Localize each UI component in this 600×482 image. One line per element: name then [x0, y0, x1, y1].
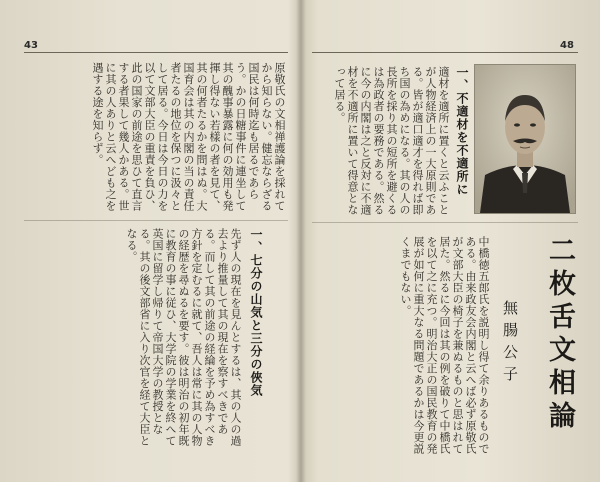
gutter — [296, 0, 306, 482]
portrait-photo — [475, 65, 575, 213]
header-rule-left — [24, 52, 288, 53]
left-section-heading: 一、七分の山気と三分の俠気 — [249, 228, 263, 397]
header-rule-right — [312, 52, 578, 53]
column-divider-left — [24, 220, 288, 221]
page-number-left: 43 — [24, 40, 38, 51]
left-bottom-text: 先ず人の現在を見んとするは、其の人の過去より推量して其の現在を察すべきである。而して其の前途の経綸を予め為すべき方針を定むるに就て、吾人は常に其の人物の経歴を尋ぬるを要す。彼は明治の初年既に教育の事に従ひ、大学院の学業を終へて英国に留学し帰りて帝国大学の教授となる。其の後文部省に入り次官を経て大臣となる。 — [125, 228, 242, 447]
left-top-text: 原敬氏の文相禅護論を採れてから知らない。健忘ならざる国民は何時迄も居るであらう。かの日糖事件に連坐して其の醜事暴露に何の効用も発揮し得ない若樣の者を見て、其の何者たるかを問はぬ。大国育会は其の内閣の当の責任者たるの地位を保つに汲々として居る。今日は今日の力を以て文部大臣の重責を負ひ、此の国家の前途を思ひて直言する者果して幾人かある。世に其の人ありと云へども之を遇する途を知らず。 — [91, 62, 286, 212]
article-author: 無腸公子 — [501, 300, 519, 388]
right-bottom-text: 中橋徳五郎氏を説明し得て余りあるものである。由来政友会内閣と云へば必ず原敬氏が文部大臣の椅子を兼ぬるものと思はれて居た。然るに今回は其の例を破りて中橋氏を以て之に充つ。明治大正の国民教育の発展が如何に重大なる問題であるかは今更説くまでもない。 — [399, 236, 490, 455]
author-portrait — [474, 64, 576, 214]
page-number-right: 48 — [560, 40, 574, 51]
article-title: 二枚舌文相論 — [544, 236, 575, 434]
column-divider-right — [312, 222, 578, 223]
right-top-text: 適材を適所に置くと云ふことが人物経済上の一大原則である。皆が適口適才を得れば即ち国の為めになる。其の人の長所を採り其の短所を避くるは為政者の要務である。然るに今の内閣は之と反対に不適材を不適所に置いて得意となって居る。 — [333, 66, 450, 216]
right-section-heading: 一、不適材を不適所に — [455, 66, 469, 196]
